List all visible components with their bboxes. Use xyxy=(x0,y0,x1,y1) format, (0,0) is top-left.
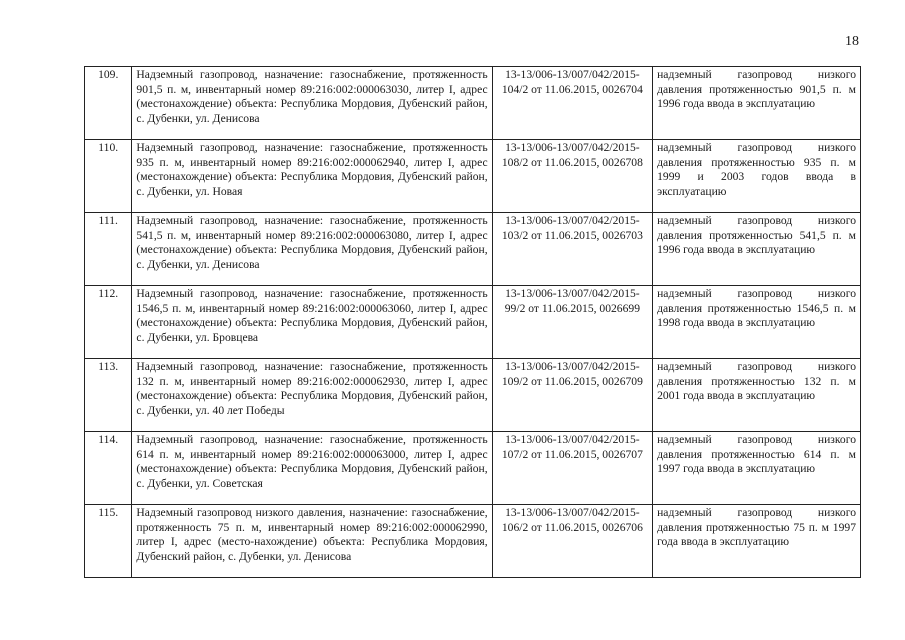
table-row xyxy=(85,505,861,578)
object-description: Надземный газопровод, назначение: газоснабжение, протяженность 1546,5 п. м, инвентарный номер 89:216:002:000063060, литер I, адрес (местонахождение) объекта: Республика Мордовия, Дубенский район, с. Дубенки, ул. Бровцева xyxy=(132,286,492,359)
row-number: 113. xyxy=(85,359,132,432)
object-note: надземный газопровод низкого давления протяженностью 1546,5 п. м 1998 года ввода в эксплуатацию xyxy=(653,286,861,359)
row-number: 115. xyxy=(85,505,132,578)
object-description: Надземный газопровод, назначение: газоснабжение, протяженность 935 п. м, инвентарный номер 89:216:002:000062940, литер I, адрес (местонахождение) объекта: Республика Мордовия, Дубенский район, с. Дубенки, ул. Новая xyxy=(132,140,492,213)
row-number: 109. xyxy=(85,67,132,140)
row-number: 111. xyxy=(85,213,132,286)
registration-record: 13-13/006-13/007/042/2015-103/2 от 11.06.2015, 0026703 xyxy=(492,213,652,286)
table-row xyxy=(85,432,861,505)
row-number: 110. xyxy=(85,140,132,213)
object-note: надземный газопровод низкого давления протяженностью 75 п. м 1997 года ввода в эксплуатацию xyxy=(653,505,861,578)
row-number: 112. xyxy=(85,286,132,359)
object-note: надземный газопровод низкого давления протяженностью 901,5 п. м 1996 года ввода в эксплуатацию xyxy=(653,67,861,140)
object-description: Надземный газопровод, назначение: газоснабжение, протяженность 614 п. м, инвентарный номер 89:216:002:000063000, литер I, адрес (местонахождение) объекта: Республика Мордовия, Дубенский район, с. Дубенки, ул. Советская xyxy=(132,432,492,505)
table-row xyxy=(85,67,861,140)
object-note: надземный газопровод низкого давления протяженностью 541,5 п. м 1996 года ввода в эксплуатацию xyxy=(653,213,861,286)
registration-record: 13-13/006-13/007/042/2015-107/2 от 11.06.2015, 0026707 xyxy=(492,432,652,505)
object-description: Надземный газопровод, назначение: газоснабжение, протяженность 541,5 п. м, инвентарный номер 89:216:002:000063080, литер I, адрес (местонахождение) объекта: Республика Мордовия, Дубенский район, с. Дубенки, ул. Денисова xyxy=(132,213,492,286)
registration-record: 13-13/006-13/007/042/2015-108/2 от 11.06.2015, 0026708 xyxy=(492,140,652,213)
registration-record: 13-13/006-13/007/042/2015-104/2 от 11.06.2015, 0026704 xyxy=(492,67,652,140)
object-note: надземный газопровод низкого давления протяженностью 132 п. м 2001 года ввода в эксплуатацию xyxy=(653,359,861,432)
table-row xyxy=(85,213,861,286)
object-description: Надземный газопровод, назначение: газоснабжение, протяженность 901,5 п. м, инвентарный номер 89:216:002:000063030, литер I, адрес (местонахождение) объекта: Республика Мордовия, Дубенский район, с. Дубенки, ул. Денисова xyxy=(132,67,492,140)
table-row xyxy=(85,140,861,213)
registration-record: 13-13/006-13/007/042/2015-109/2 от 11.06.2015, 0026709 xyxy=(492,359,652,432)
object-description: Надземный газопровод, назначение: газоснабжение, протяженность 132 п. м, инвентарный номер 89:216:002:000062930, литер I, адрес (местонахождение) объекта: Республика Мордовия, Дубенский район, с. Дубенки, ул. 40 лет Победы xyxy=(132,359,492,432)
table-row xyxy=(85,286,861,359)
object-note: надземный газопровод низкого давления протяженностью 935 п. м 1999 и 2003 годов ввода в эксплуатацию xyxy=(653,140,861,213)
object-note: надземный газопровод низкого давления протяженностью 614 п. м 1997 года ввода в эксплуатацию xyxy=(653,432,861,505)
property-table xyxy=(84,66,861,578)
registration-record: 13-13/006-13/007/042/2015-99/2 от 11.06.2015, 0026699 xyxy=(492,286,652,359)
table-row xyxy=(85,359,861,432)
row-number: 114. xyxy=(85,432,132,505)
object-description: Надземный газопровод низкого давления, назначение: газоснабжение, протяженность 75 п. м, инвентарный номер 89:216:002:000062990, литер I, адрес (место-нахождение) объекта: Республика Мордовия, Дубенский район, с. Дубенки, ул. Денисова xyxy=(132,505,492,578)
registration-record: 13-13/006-13/007/042/2015-106/2 от 11.06.2015, 0026706 xyxy=(492,505,652,578)
page-number: 18 xyxy=(845,34,859,49)
